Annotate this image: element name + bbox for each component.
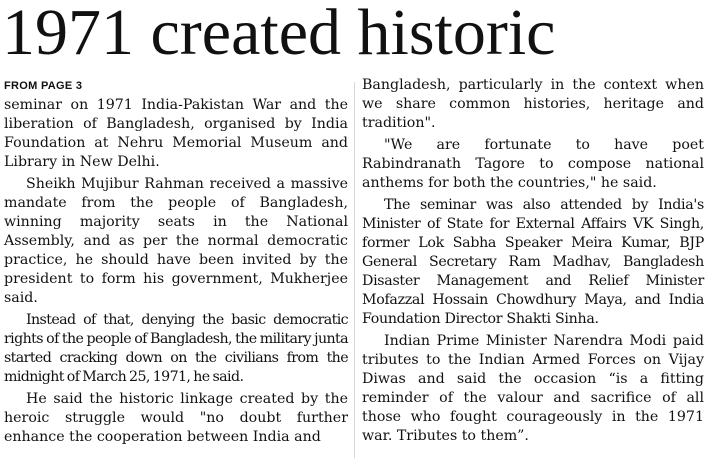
article-paragraph: The seminar was also attended by India's Minister of State for External Affairs VK Singh, former Lok Sabha Speaker Meira Kumar, BJP General Secretary Ram Madhav, Bangladesh Disaster Management and Relief Minister Mofazzal Hossain Chowdhury Maya, and India Foundation Director Shakti Sinha. — [362, 197, 704, 327]
article-paragraph: "We are fortunate to have poet Rabindranath Tagore to compose national anthems for both the countries," he said. — [362, 137, 704, 191]
article-paragraph: Indian Prime Minister Narendra Modi paid tributes to the Indian Armed Forces on Vijay Diwas and said the occasion “is a fitting reminder of the valour and sacrifice of all those who fought courageously in the 1971 war. Tributes to them”. — [362, 333, 704, 444]
article-column-right — [362, 76, 704, 446]
article-paragraph: He said the historic linkage created by the heroic struggle would "no doubt further enhance the cooperation between India and — [4, 391, 348, 445]
article-paragraph: seminar on 1971 India-Pakistan War and the liberation of Bangladesh, organised by India Foundation at Nehru Memorial Museum and Library in New Delhi. — [4, 97, 348, 170]
article-column-left — [4, 76, 348, 447]
article-paragraph: Sheikh Mujibur Rahman received a massive mandate from the people of Bangladesh, winning majority seats in the National Assembly, and as per the normal democratic practice, he should have been invited by the president to form his government, Mukherjee said. — [4, 176, 348, 306]
headline: 1971 created historic — [2, 0, 556, 69]
article-paragraph: Instead of that, denying the basic democratic rights of the people of Bangladesh, the military junta started cracking down on the civilians from the midnight of March 25, 1971, he said. — [4, 312, 348, 385]
jump-line: FROM PAGE 3 — [4, 80, 83, 92]
column-divider — [354, 82, 355, 458]
article-paragraph: Bangladesh, particularly in the context when we share common histories, heritage and tradition". — [362, 77, 704, 131]
